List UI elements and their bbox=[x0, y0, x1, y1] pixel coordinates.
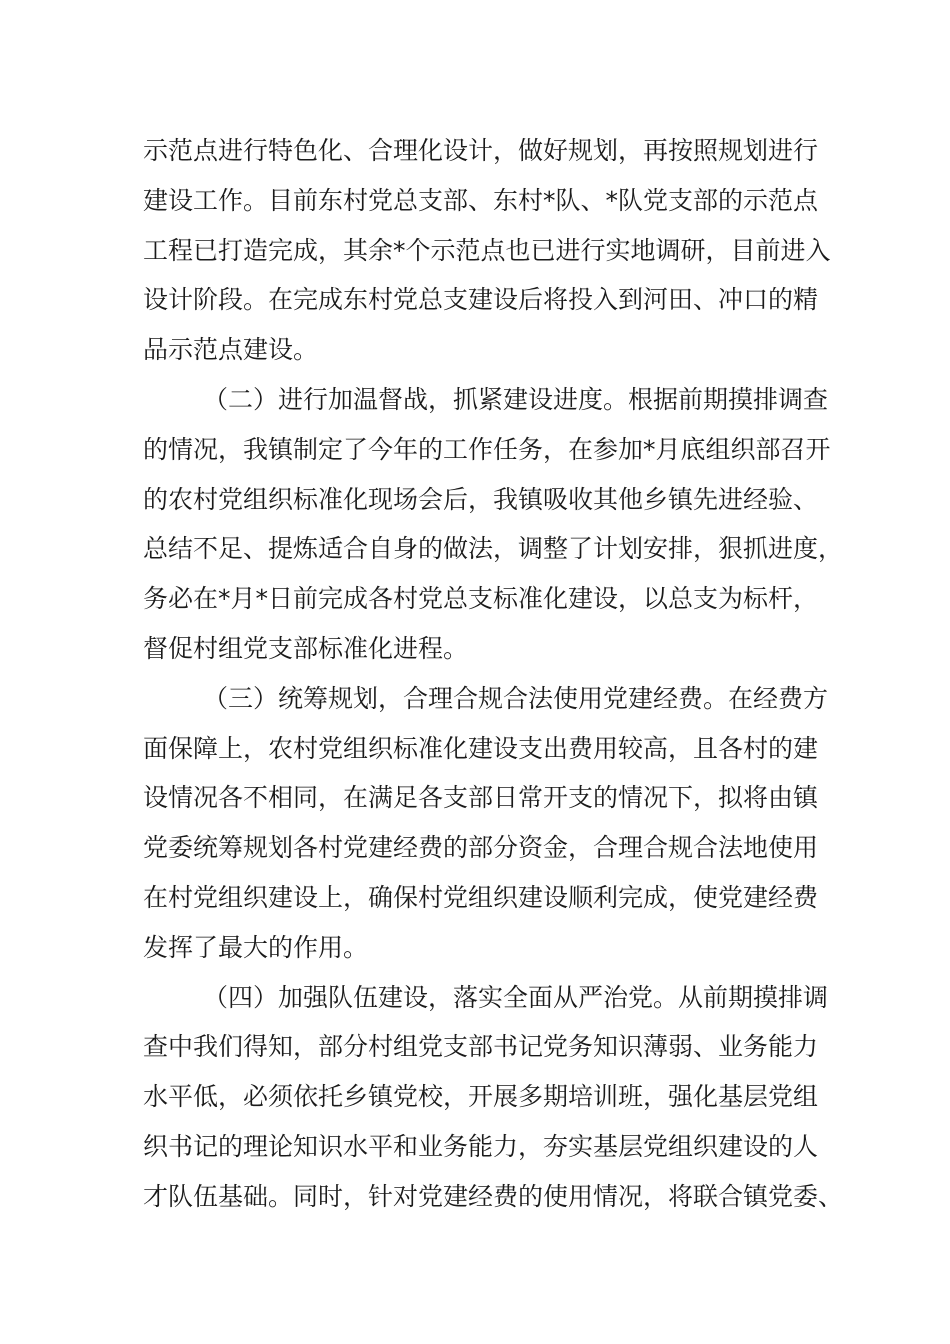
section-heading-line: （四）加强队伍建设，落实全面从严治党。从前期摸排调 bbox=[203, 982, 829, 1012]
text-line: 的情况，我镇制定了今年的工作任务，在参加*月底组织部召开 bbox=[143, 434, 831, 464]
text-line: 工程已打造完成，其余*个示范点也已进行实地调研，目前进入 bbox=[143, 235, 831, 265]
text-line: 务必在*月*日前完成各村党总支标准化建设，以总支为标杆， bbox=[143, 584, 819, 614]
text-line: 设情况各不相同，在满足各支部日常开支的情况下，拟将由镇 bbox=[143, 783, 819, 813]
text-line: 才队伍基础。同时，针对党建经费的使用情况，将联合镇党委、 bbox=[143, 1181, 844, 1211]
text-line: 设计阶段。在完成东村党总支建设后将投入到河田、冲口的精 bbox=[143, 285, 819, 315]
text-line: 水平低，必须依托乡镇党校，开展多期培训班，强化基层党组 bbox=[143, 1082, 819, 1112]
text-line: 在村党组织建设上，确保村党组织建设顺利完成，使党建经费 bbox=[143, 882, 819, 912]
text-line: 示范点进行特色化、合理化设计，做好规划，再按照规划进行 bbox=[143, 136, 819, 165]
text-line: 建设工作。目前东村党总支部、东村*队、*队党支部的示范点 bbox=[143, 185, 819, 215]
section-heading-line: （三）统筹规划，合理合规合法使用党建经费。在经费方 bbox=[203, 683, 829, 713]
text-line: 发挥了最大的作用。 bbox=[143, 932, 369, 962]
text-line: 总结不足、提炼适合自身的做法，调整了计划安排，狠抓进度， bbox=[143, 534, 844, 564]
section-heading-line: （二）进行加温督战，抓紧建设进度。根据前期摸排调查 bbox=[203, 384, 829, 414]
text-line: 督促村组党支部标准化进程。 bbox=[143, 633, 469, 663]
text-line: 品示范点建设。 bbox=[143, 335, 319, 365]
document-body bbox=[143, 126, 844, 1222]
text-line: 的农村党组织标准化现场会后，我镇吸收其他乡镇先进经验、 bbox=[143, 484, 819, 514]
text-line: 面保障上，农村党组织标准化建设支出费用较高，且各村的建 bbox=[143, 733, 819, 763]
text-line: 查中我们得知，部分村组党支部书记党务知识薄弱、业务能力 bbox=[143, 1032, 819, 1062]
text-line: 织书记的理论知识水平和业务能力，夯实基层党组织建设的人 bbox=[143, 1131, 819, 1161]
text-line: 党委统筹规划各村党建经费的部分资金，合理合规合法地使用 bbox=[143, 833, 819, 863]
